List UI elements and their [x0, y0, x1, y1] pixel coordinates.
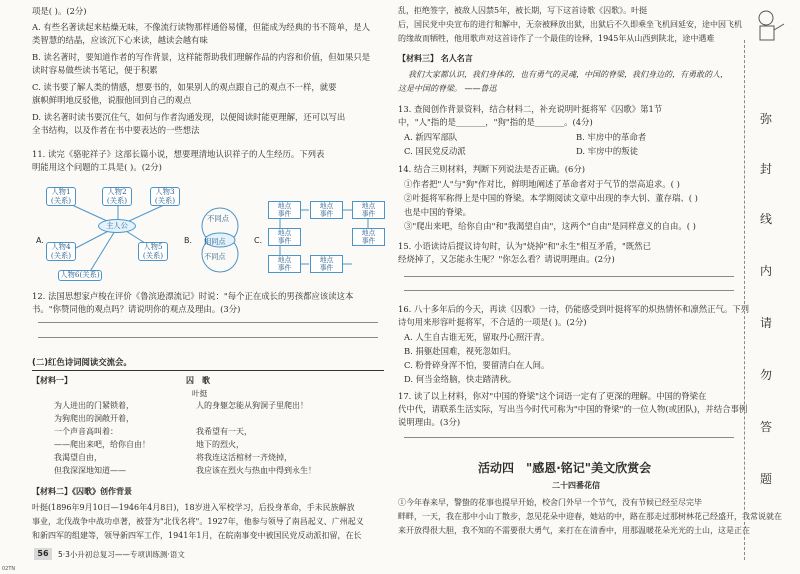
material-2-line: 和新四军的组建等，领导新四军工作，1941年1月，在皖南事变中被国民党反动派扣留，在长	[32, 531, 362, 540]
q15-stem: 15. 小语读诗后提议诗句时，认为"烧掉"和"永生"相互矛盾，"既然已	[398, 241, 651, 251]
material-2-line: 事业，北伐战争中战功卓著，被誉为"北伐名将"。1927年，他参与领导了南昌起义、广州起义	[32, 517, 364, 526]
q14-statement: ②叶挺将军称得上是中国的脊梁。本学期阅读文章中出现的李大钊、董存瑞、( )	[404, 193, 698, 203]
q14-statement: 也是中国的脊梁。	[404, 207, 471, 217]
page-number: 56	[34, 548, 52, 560]
diagram-c-cell: 地点 事件	[268, 255, 301, 273]
diagram-a-node-4: 人物4 (关系)	[46, 242, 76, 261]
diagram-c-cell: 地点 事件	[310, 201, 343, 219]
q17-stem: 17. 读了以上材料，你对"中国的脊梁"这个词语一定有了更深的理解。中国的脊梁在	[398, 391, 707, 401]
q17-stem-cont: 代中代，请联系生活实际，写出当今时代可称为"中国的脊梁"的一位人物(或团队)，并结合事例	[398, 404, 748, 414]
q16-stem-cont: 诗句用来形容叶挺将军，不合适的一项是( )。(2分)	[398, 317, 587, 327]
q15-stem-cont: 经烧掉了，又怎能永生呢？"你怎么看？请说明理由。(2分)	[398, 254, 615, 264]
diagram-b-bottom: 不同点	[204, 252, 226, 261]
q10-option-b-cont: 读时容易做些读书笔记，便于积累	[32, 65, 158, 75]
q16-option[interactable]: C. 粉骨碎身浑不怕，要留清白在人间。	[404, 360, 550, 370]
poem-right-col	[196, 399, 316, 477]
material-2-cont: 乱，拒绝签字，被敌人囚禁5年，被长期，写下这首诗歌《囚歌》。叶挺	[398, 6, 648, 15]
essay-line: ①今年春来早，警蛰的花事也提早开始，校舍门外早一个节气，没有节候已经至尽完毕	[398, 498, 702, 507]
poem-line: 为人进出的门紧锁着，	[54, 401, 134, 410]
answer-line[interactable]	[38, 337, 378, 338]
diagram-a-node-1: 人物1 (关系)	[46, 187, 76, 206]
q16-option[interactable]: B. 捐躯赴国难，视死忽如归。	[404, 346, 516, 356]
q10-option-a-cont: 类智慧的结晶，应该沉下心来读，越读会越有味	[32, 35, 208, 45]
section-divider	[32, 370, 384, 371]
seal-char: 题	[759, 472, 772, 486]
seal-char: 内	[759, 264, 772, 278]
q14-stem: 14. 结合三则材料，判断下列说法是否正确。(6分)	[398, 164, 585, 174]
seal-char: 线	[759, 212, 772, 226]
diagram-c-cell: 地点 事件	[268, 201, 301, 219]
q12-stem-cont: 书。"你赞同他的观点吗？请说明你的观点及理由。(3分)	[32, 304, 241, 314]
q10-option-d-cont: 全书结构，以及作者在书中要表达的一些想法	[32, 125, 200, 135]
q13-option[interactable]: C. 国民党反动派	[404, 146, 466, 156]
seal-char: 请	[759, 316, 772, 330]
poem-line: 一个声音高叫着：	[54, 427, 118, 436]
seal-char: 封	[759, 162, 772, 176]
diagram-a-center: 主人公	[98, 219, 136, 233]
poem-title: 囚 歌	[186, 376, 210, 385]
seal-line	[744, 40, 745, 560]
diagram-a-node-3: 人物3 (关系)	[150, 187, 180, 206]
essay-title: 二十四番花信	[552, 481, 600, 490]
q13-stem-cont: 中，"人"指的是_______，"狗"指的是_______。(4分)	[398, 117, 593, 127]
answer-line[interactable]	[404, 437, 734, 438]
q10-option-d: D. 读名著时读书要沉住气，如何与作者沟通发现，以便阅读时能更理解，还可以写出	[32, 112, 346, 122]
diagram-b-middle: 相同点	[204, 237, 226, 246]
q12-stem: 12. 法国思想家卢梭在评价《鲁滨逊漂流记》时说："每个正在成长的男孩都应该读这本	[32, 291, 354, 301]
diagram-a-label: A.	[36, 236, 44, 245]
q11-stem-cont: 明能用这个问题的工具是( )。(2分)	[32, 162, 162, 172]
corner-code: 02TN	[2, 566, 16, 572]
diagram-c-cell: 地点 事件	[352, 201, 385, 219]
q16-option[interactable]: D. 何当金络脑，快走踏清秋。	[404, 374, 517, 384]
activity-4-title: 活动四 "感恩·铭记"美文欣赏会	[478, 461, 652, 475]
diagram-c-cell: 地点 事件	[352, 228, 385, 246]
poem-line: ——爬出来吧，给你自由！	[54, 440, 150, 449]
q13-option[interactable]: D. 牢房中的叛徒	[576, 146, 638, 156]
material-2-cont: 后，国民党中央宣布的进行和解中，无奈被释放出狱，出狱后不久即乘坐飞机回延安，途中因飞机	[398, 20, 742, 29]
poem-line: 我渴望自由，	[54, 453, 102, 462]
diagram-c-cell: 地点 事件	[268, 228, 301, 246]
q17-stem-cont: 说明理由。(3分)	[398, 417, 461, 427]
section-red-poetry: (二)红色诗词阅读交流会。	[32, 357, 132, 367]
poem-line: 我应该在烈火与热血中得到永生！	[196, 466, 316, 475]
poem-line: 地下的烈火，	[196, 440, 244, 449]
mascot-icon	[752, 6, 788, 46]
poem-line: 人的身躯怎能从狗洞子里爬出！	[196, 401, 308, 410]
material-2-cont: 的缘故而牺牲，他用歌声对这首诗作了一个最佳的诠释，1945年从山西到陕北，途中遇难	[398, 34, 715, 43]
poem-line: 将我连这活棺材一齐烧掉，	[196, 453, 292, 462]
essay-line: 畔畔，一天，我在那中小山丁散步，忽见花朵中迎春，她站的中，路在那走过那树林花己经盛开，我常说就在	[398, 512, 782, 521]
lu-xun-quote-cont: 这是中国的脊梁。 ——鲁迅	[398, 84, 497, 93]
footer-text: 5·3小升初总复习——专项训练测·语文	[58, 550, 185, 559]
q14-statement: ①作者把"人"与"狗"作对比，鲜明地阐述了革命者对于气节的崇高追求。( )	[404, 179, 680, 189]
q13-stem: 13. 查阅创作背景资料，结合材料二，补充说明叶挺将军《囚歌》第1节	[398, 104, 663, 114]
q10-option-c-cont: 旗帜鲜明地反驳他，说服他回到自己的观点	[32, 95, 192, 105]
diagram-c-label: C.	[254, 236, 263, 245]
seal-char: 答	[759, 420, 772, 434]
answer-line[interactable]	[404, 290, 734, 291]
material-2-label: 【材料二】《囚歌》创作背景	[32, 487, 132, 496]
q10-option-b: B. 读名著时，要知道作者的写作背景，这样能帮助我们理解作品的内容和价值，但如果只是	[32, 52, 371, 62]
lu-xun-quote: 我们大家都认识，我们身体的，也有勇气的灵魂，中国的脊梁，我们身边的，有勇敢的人，	[408, 70, 728, 79]
answer-line[interactable]	[38, 322, 378, 323]
seal-char: 勿	[759, 368, 772, 382]
material-2-line: 叶挺(1896年9月10日—1946年4月8日)，18岁进入军校学习，后投身革命，手未民族解放	[32, 503, 355, 512]
q14-statement: ③"爬出来吧，给你自由"和"我渴望自由"，这两个"自由"是同样意义的自由。( )	[404, 221, 696, 231]
essay-line: 来开放得很大胆，我不知的不需要很大勇气，来打在在清香中，用那温暖花朵光光的土山，这是正在	[398, 526, 750, 535]
poem-line: 为狗爬出的洞敞开着，	[54, 414, 134, 423]
answer-line[interactable]	[404, 276, 734, 277]
diagram-c-cell: 地点 事件	[310, 255, 343, 273]
diagram-a-node-5: 人物5 (关系)	[138, 242, 168, 261]
q10-option-a: A. 有些名著读起来枯燥无味，不像流行读物那样通俗易懂，但能成为经典的书不简单，是人	[32, 22, 370, 32]
poem-author: 叶挺	[192, 389, 208, 398]
poem-left-col	[54, 399, 150, 477]
poem-line: 我希望有一天，	[196, 427, 252, 436]
poem-line: 但我深深地知道——	[54, 466, 126, 475]
q10-option-c: C. 读书要了解人类的情感，想要书的，如果别人的观点跟自己的观点不一样，就要	[32, 82, 337, 92]
q13-option[interactable]: B. 牢房中的革命者	[576, 132, 647, 142]
material-3-label: 【材料三】 名人名言	[398, 54, 473, 63]
material-1-label: 【材料一】	[32, 376, 72, 385]
q13-option[interactable]: A. 新四军部队	[404, 132, 458, 142]
q11-stem: 11. 读完《骆驼祥子》这部长篇小说，想要理清地认识祥子的人生经历。下列表	[32, 149, 325, 159]
seal-char: 弥	[759, 112, 772, 126]
diagram-b-label: B.	[184, 236, 193, 245]
diagram-a-node-2: 人物2 (关系)	[102, 187, 132, 206]
q16-stem: 16. 八十多年后的今天，再读《囚歌》一诗，仍能感受到叶挺将军的炽热情怀和凛然正气。下列	[398, 304, 749, 314]
poem-line	[196, 412, 316, 425]
q16-option[interactable]: A. 人生自古谁无死，留取丹心照汗青。	[404, 332, 550, 342]
diagram-b-top: 不同点	[207, 214, 229, 223]
diagram-a-node-6: 人物6(关系)	[58, 270, 102, 281]
q10-stem-end: 项是( )。(2分)	[32, 6, 87, 16]
